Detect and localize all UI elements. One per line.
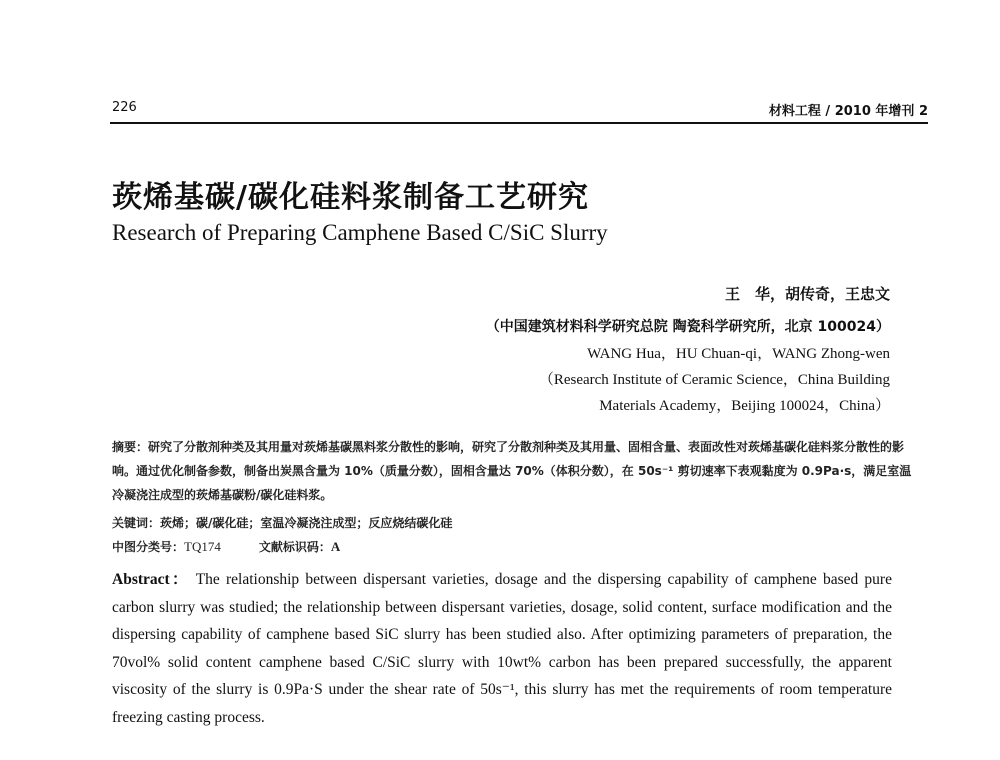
classification-label: 中图分类号： — [112, 540, 185, 554]
keywords-label: 关键词： — [112, 516, 161, 530]
keywords-text: 莰烯；碳/碳化硅；室温冷凝浇注成型；反应烧结碳化硅 — [160, 516, 453, 530]
abstract-chinese-label: 摘要： — [112, 440, 149, 454]
abstract-chinese — [112, 435, 912, 507]
affiliation-chinese: （中国建筑材料科学研究总院 陶瓷科学研究所，北京 100024） — [485, 319, 890, 335]
abstract-chinese-text: 研究了分散剂种类及其用量对莰烯基碳黑料浆分散性的影响，研究了分散剂种类及其用量、固相含量、表面改性对莰烯基碳化硅料浆分散性的影响。通过优化制备参数，制备出炭黑含量为 10%（质量分数），固相含量达 70%（体积分数），在 50s⁻¹ 剪切速率下表观黏度为 0.9Pa·s，满足室温冷凝浇注成型的莰烯基碳粉/碳化硅料浆。 — [112, 440, 912, 502]
title-chinese: 莰烯基碳/碳化硅料浆制备工艺研究 — [112, 180, 589, 215]
journal-info: 材料工程 / 2010 年增刊 2 — [768, 104, 928, 119]
affiliation-english-line2: Materials Academy，Beijing 100024，China） — [599, 398, 890, 414]
title-english: Research of Preparing Camphene Based C/SiC Slurry — [112, 220, 608, 245]
authors-chinese: 王 华，胡传奇，王忠文 — [724, 285, 890, 303]
classification-value: TQ174 — [184, 539, 221, 554]
classification-line — [112, 538, 340, 555]
keywords — [112, 514, 452, 531]
affiliation-english-line1: （Research Institute of Ceramic Science，China Building — [538, 372, 890, 388]
abstract-english-label: Abstract： — [112, 571, 190, 588]
document-code-value: A — [330, 539, 341, 554]
header-rule — [110, 122, 928, 124]
authors-english: WANG Hua，HU Chuan-qi，WANG Zhong-wen — [587, 346, 890, 362]
abstract-english-text: The relationship between dispersant varieties, dosage and the dispersing capability of camphene based pure carbon slurry was studied; the relationship between dispersant varieties, dosage, solid content, surface modification and the dispersing capability of camphene based SiC slurry has been studied also. After optimizing parameters of preparation, the 70vol% solid content camphene based C/SiC slurry with 10wt% carbon has been prepared successfully, the apparent viscosity of the slurry is 0.9Pa·S under the shear rate of 50s⁻¹, this slurry has met the requirements of room temperature freezing casting process. — [112, 571, 892, 726]
document-code-label: 文献标识码： — [258, 540, 331, 554]
page-number: 226 — [112, 100, 137, 115]
abstract-english — [112, 566, 892, 731]
